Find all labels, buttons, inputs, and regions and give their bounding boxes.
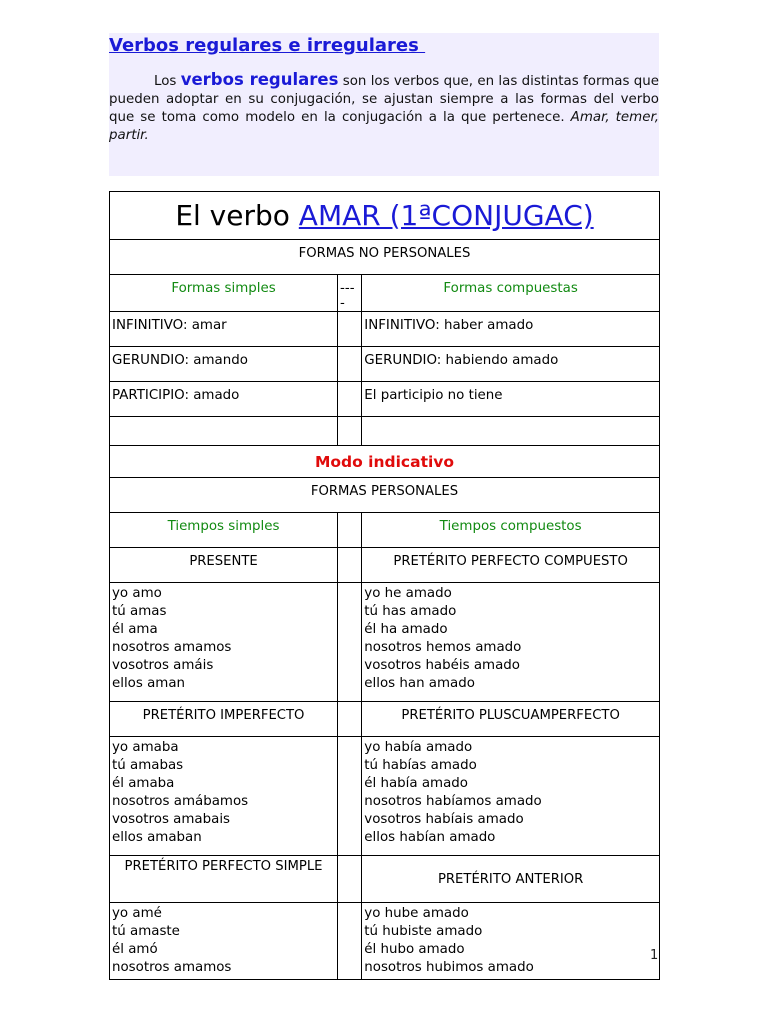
form-line: ellos han amado	[364, 676, 475, 691]
table-title-plain: El verbo	[175, 199, 299, 232]
form-line: nosotros hubimos amado	[364, 960, 534, 975]
forms-pluscuamperfecto	[362, 737, 660, 856]
form-line: nosotros hemos amado	[364, 640, 522, 655]
forms-imperfecto	[110, 737, 338, 856]
forms-anterior	[362, 903, 660, 980]
form-line: nosotros amamos	[112, 640, 232, 655]
empty-cell	[338, 347, 362, 382]
form-line: tú habías amado	[364, 758, 477, 773]
tense-name-perfecto-compuesto: PRETÉRITO PERFECTO COMPUESTO	[362, 548, 660, 583]
form-line: él amaba	[112, 776, 175, 791]
intro-keyword: verbos regulares	[180, 70, 339, 89]
form-line: él había amado	[364, 776, 469, 791]
empty-cell	[338, 583, 362, 702]
form-line: yo amo	[112, 586, 162, 601]
empty-cell	[110, 417, 338, 446]
page-number: 1	[650, 948, 659, 963]
form-line: vosotros amáis	[112, 658, 214, 673]
form-line: yo hube amado	[364, 906, 469, 921]
empty-cell	[338, 737, 362, 856]
forms-perfecto-simple	[110, 903, 338, 980]
form-line: vosotros habéis amado	[364, 658, 520, 673]
empty-cell	[338, 548, 362, 583]
gerundio-simple: GERUNDIO: amando	[110, 347, 338, 382]
form-line: yo amé	[112, 906, 162, 921]
table-title	[110, 192, 660, 240]
empty-cell	[338, 382, 362, 417]
empty-cell	[338, 417, 362, 446]
form-line: vosotros habíais amado	[364, 812, 524, 827]
form-line: él hubo amado	[364, 942, 465, 957]
intro-box	[109, 33, 659, 176]
tense-name-anterior: PRETÉRITO ANTERIOR	[362, 856, 660, 903]
form-line: ellos amaban	[112, 830, 202, 845]
intro-text-after: son los verbos que, en las distintas formas que pueden adoptar en su conjugación, se ajustan siempre a las formas del verbo que se toma como modelo en la conjugación a la que pertenece.	[109, 74, 659, 125]
intro-text-before: Los	[154, 74, 181, 89]
empty-cell	[338, 702, 362, 737]
form-line: tú amas	[112, 604, 167, 619]
form-line: vosotros amabais	[112, 812, 231, 827]
formas-no-personales-header: FORMAS NO PERSONALES	[110, 240, 660, 275]
tense-name-presente: PRESENTE	[110, 548, 338, 583]
form-line: ellos aman	[112, 676, 186, 691]
form-line: nosotros amábamos	[112, 794, 249, 809]
form-line: nosotros habíamos amado	[364, 794, 542, 809]
tense-name-imperfecto: PRETÉRITO IMPERFECTO	[110, 702, 338, 737]
form-line: tú has amado	[364, 604, 457, 619]
tiempos-simples-header: Tiempos simples	[110, 513, 338, 548]
forms-presente	[110, 583, 338, 702]
form-line: yo había amado	[364, 740, 473, 755]
form-line: yo he amado	[364, 586, 452, 601]
formas-personales-header: FORMAS PERSONALES	[110, 478, 660, 513]
form-line: tú hubiste amado	[364, 924, 483, 939]
empty-cell	[338, 513, 362, 548]
intro-paragraph	[109, 71, 659, 145]
tiempos-compuestos-header: Tiempos compuestos	[362, 513, 660, 548]
formas-compuestas-header: Formas compuestas	[362, 275, 660, 312]
table-title-link[interactable]: AMAR (1ªCONJUGAC)	[298, 199, 594, 232]
form-line: él amó	[112, 942, 158, 957]
infinitivo-compuesto: INFINITIVO: haber amado	[362, 312, 660, 347]
conjugation-table	[109, 191, 660, 980]
formas-simples-header: Formas simples	[110, 275, 338, 312]
form-line: él ha amado	[364, 622, 448, 637]
empty-cell	[338, 312, 362, 347]
intro-examples: Amar, temer, partir.	[109, 110, 659, 143]
separator-cell: ----	[338, 275, 362, 312]
infinitivo-simple: INFINITIVO: amar	[110, 312, 338, 347]
forms-perfecto-compuesto	[362, 583, 660, 702]
intro-title: Verbos regulares e irregulares	[109, 35, 426, 56]
modo-indicativo-heading: Modo indicativo	[110, 446, 660, 478]
form-line: nosotros amamos	[112, 960, 232, 975]
form-line: él ama	[112, 622, 158, 637]
form-line: tú amabas	[112, 758, 184, 773]
form-line: tú amaste	[112, 924, 180, 939]
form-line: yo amaba	[112, 740, 179, 755]
gerundio-compuesto: GERUNDIO: habiendo amado	[362, 347, 660, 382]
empty-cell	[338, 856, 362, 903]
tense-name-perfecto-simple: PRETÉRITO PERFECTO SIMPLE	[110, 856, 338, 903]
form-line: ellos habían amado	[364, 830, 496, 845]
empty-cell	[362, 417, 660, 446]
participio-compuesto: El participio no tiene	[362, 382, 660, 417]
participio-simple: PARTICIPIO: amado	[110, 382, 338, 417]
empty-cell	[338, 903, 362, 980]
tense-name-pluscuamperfecto: PRETÉRITO PLUSCUAMPERFECTO	[362, 702, 660, 737]
